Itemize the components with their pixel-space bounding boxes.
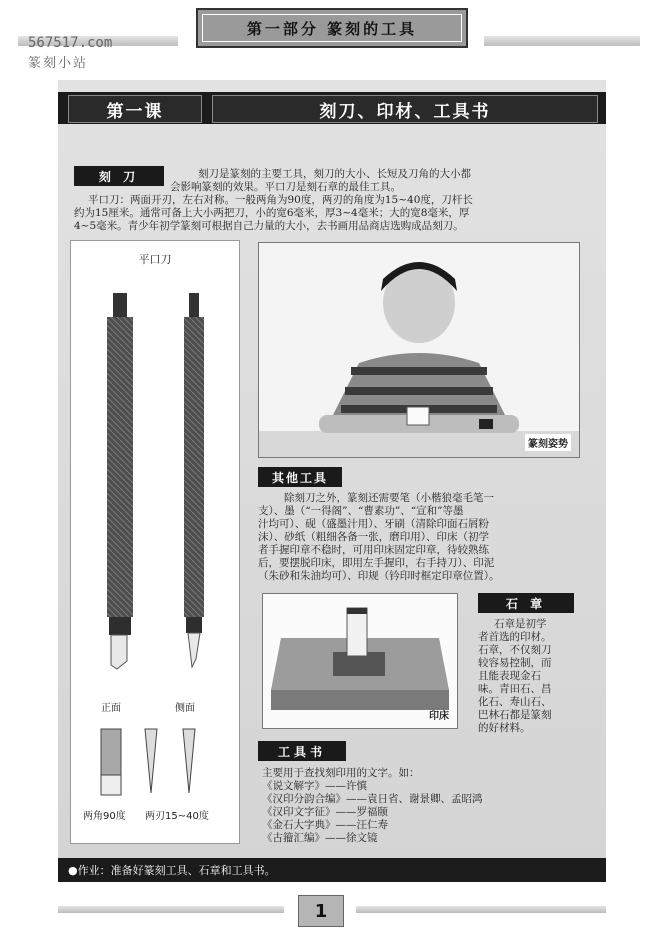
header-rule-right bbox=[484, 36, 640, 46]
other-tools-line: 除刻刀之外，篆刻还需要笔（小楷狼毫毛笔一 bbox=[284, 492, 494, 504]
knife-text-line1: 刻刀是篆刻的主要工具，刻刀的大小、长短及刀角的大小都 bbox=[198, 168, 471, 180]
other-tools-line: 沫）、砂纸（粗细各备一张，磨印用）、印床（初学 bbox=[258, 531, 489, 543]
posture-caption: 篆刻姿势 bbox=[525, 434, 571, 451]
footer-rule-left bbox=[58, 906, 284, 913]
part-title: 第一部分 篆刻的工具 bbox=[202, 14, 462, 42]
stone-seal-tag: 石 章 bbox=[478, 593, 574, 613]
seal-bed-photo bbox=[262, 593, 458, 729]
stone-line: 较容易控制，而 bbox=[478, 657, 552, 669]
watermark-url: 567517.com bbox=[28, 35, 113, 51]
part-title-box bbox=[196, 8, 468, 48]
other-tools-line: 支）、墨（“一得阁”、“曹素功”、“宣和”等墨 bbox=[258, 505, 464, 517]
book-item: 《说文解字》——许慎 bbox=[262, 780, 367, 792]
student-carving-image bbox=[259, 243, 579, 457]
knife-tag: 刻 刀 bbox=[74, 166, 164, 186]
stone-line: 且能表现金石 bbox=[478, 670, 541, 682]
stone-line: 巴林石都是篆刻 bbox=[478, 709, 552, 721]
front-label: 正面 bbox=[101, 703, 121, 714]
stone-line: 的好材料。 bbox=[478, 722, 531, 734]
knife-text-line4: 约为15厘米。通常可备上大小两把刀，小的宽6毫米，厚3~4毫米；大的宽8毫米，厚 bbox=[74, 207, 470, 219]
other-tools-tag: 其他工具 bbox=[258, 467, 342, 487]
side-label: 侧面 bbox=[175, 703, 195, 714]
other-tools-line: （朱砂和朱油均可）、印规（钤印时框定印章位置）。 bbox=[258, 570, 500, 582]
seal-bed-caption: 印床 bbox=[429, 711, 449, 722]
knife-text-line5: 4~5毫米。青少年初学篆刻可根据自己力量的大小，去书画用品商店选购成品刻刀。 bbox=[74, 220, 464, 232]
knife-text-line2: 会影响篆刻的效果。平口刀是刻石章的最佳工具。 bbox=[170, 181, 401, 193]
book-item: 《金石大字典》——汪仁寿 bbox=[262, 819, 388, 831]
posture-photo bbox=[258, 242, 580, 458]
footer-rule-right bbox=[356, 906, 606, 913]
flat-knife-illustration bbox=[71, 241, 239, 843]
edge-angle-label: 两刃15~40度 bbox=[145, 811, 209, 822]
stone-line: 者首选的印材。 bbox=[478, 631, 552, 643]
book-item: 《古籀汇编》——徐文镜 bbox=[262, 832, 378, 844]
other-tools-line: 后，要摆脱印床，即用左手握印，右手持刀）、印泥 bbox=[258, 557, 495, 569]
homework-bar: ●作业：准备好篆刻工具、石章和工具书。 bbox=[58, 858, 606, 882]
stone-line: 石章是初学 bbox=[494, 618, 547, 630]
other-tools-line: 者手握印章不稳时，可用印床固定印章，待较熟练 bbox=[258, 544, 489, 556]
books-intro: 主要用于查找刻印用的文字。如： bbox=[262, 767, 420, 779]
knife-diagram-card bbox=[70, 240, 240, 844]
stone-line: 化石、寿山石、 bbox=[478, 696, 552, 708]
other-tools-line: 汁均可）、砚（盛墨汁用）、牙刷（清除印面石屑粉 bbox=[258, 518, 489, 530]
stone-line: 味。青田石、昌 bbox=[478, 683, 552, 695]
book-item: 《汉印文字征》——罗福颐 bbox=[262, 806, 388, 818]
lesson-number: 第一课 bbox=[68, 95, 202, 123]
corner-angle-label: 两角90度 bbox=[83, 811, 126, 822]
seal-bed-image bbox=[263, 594, 457, 728]
book-item: 《汉印分韵合编》——袁日省、谢景卿、孟昭鸿 bbox=[262, 793, 483, 805]
lesson-title: 刻刀、印材、工具书 bbox=[212, 95, 598, 123]
diagram-title: 平口刀 bbox=[138, 253, 172, 266]
stone-line: 石章，不仅刻刀 bbox=[478, 644, 552, 656]
page-number: 1 bbox=[298, 895, 344, 927]
books-tag: 工具书 bbox=[258, 741, 346, 761]
knife-text-line3: 平口刀：两面开刃，左右对称。一般两角为90度，两刃的角度为15~40度，刀杆长 bbox=[88, 194, 473, 206]
watermark-site: 篆刻小站 bbox=[28, 56, 89, 71]
